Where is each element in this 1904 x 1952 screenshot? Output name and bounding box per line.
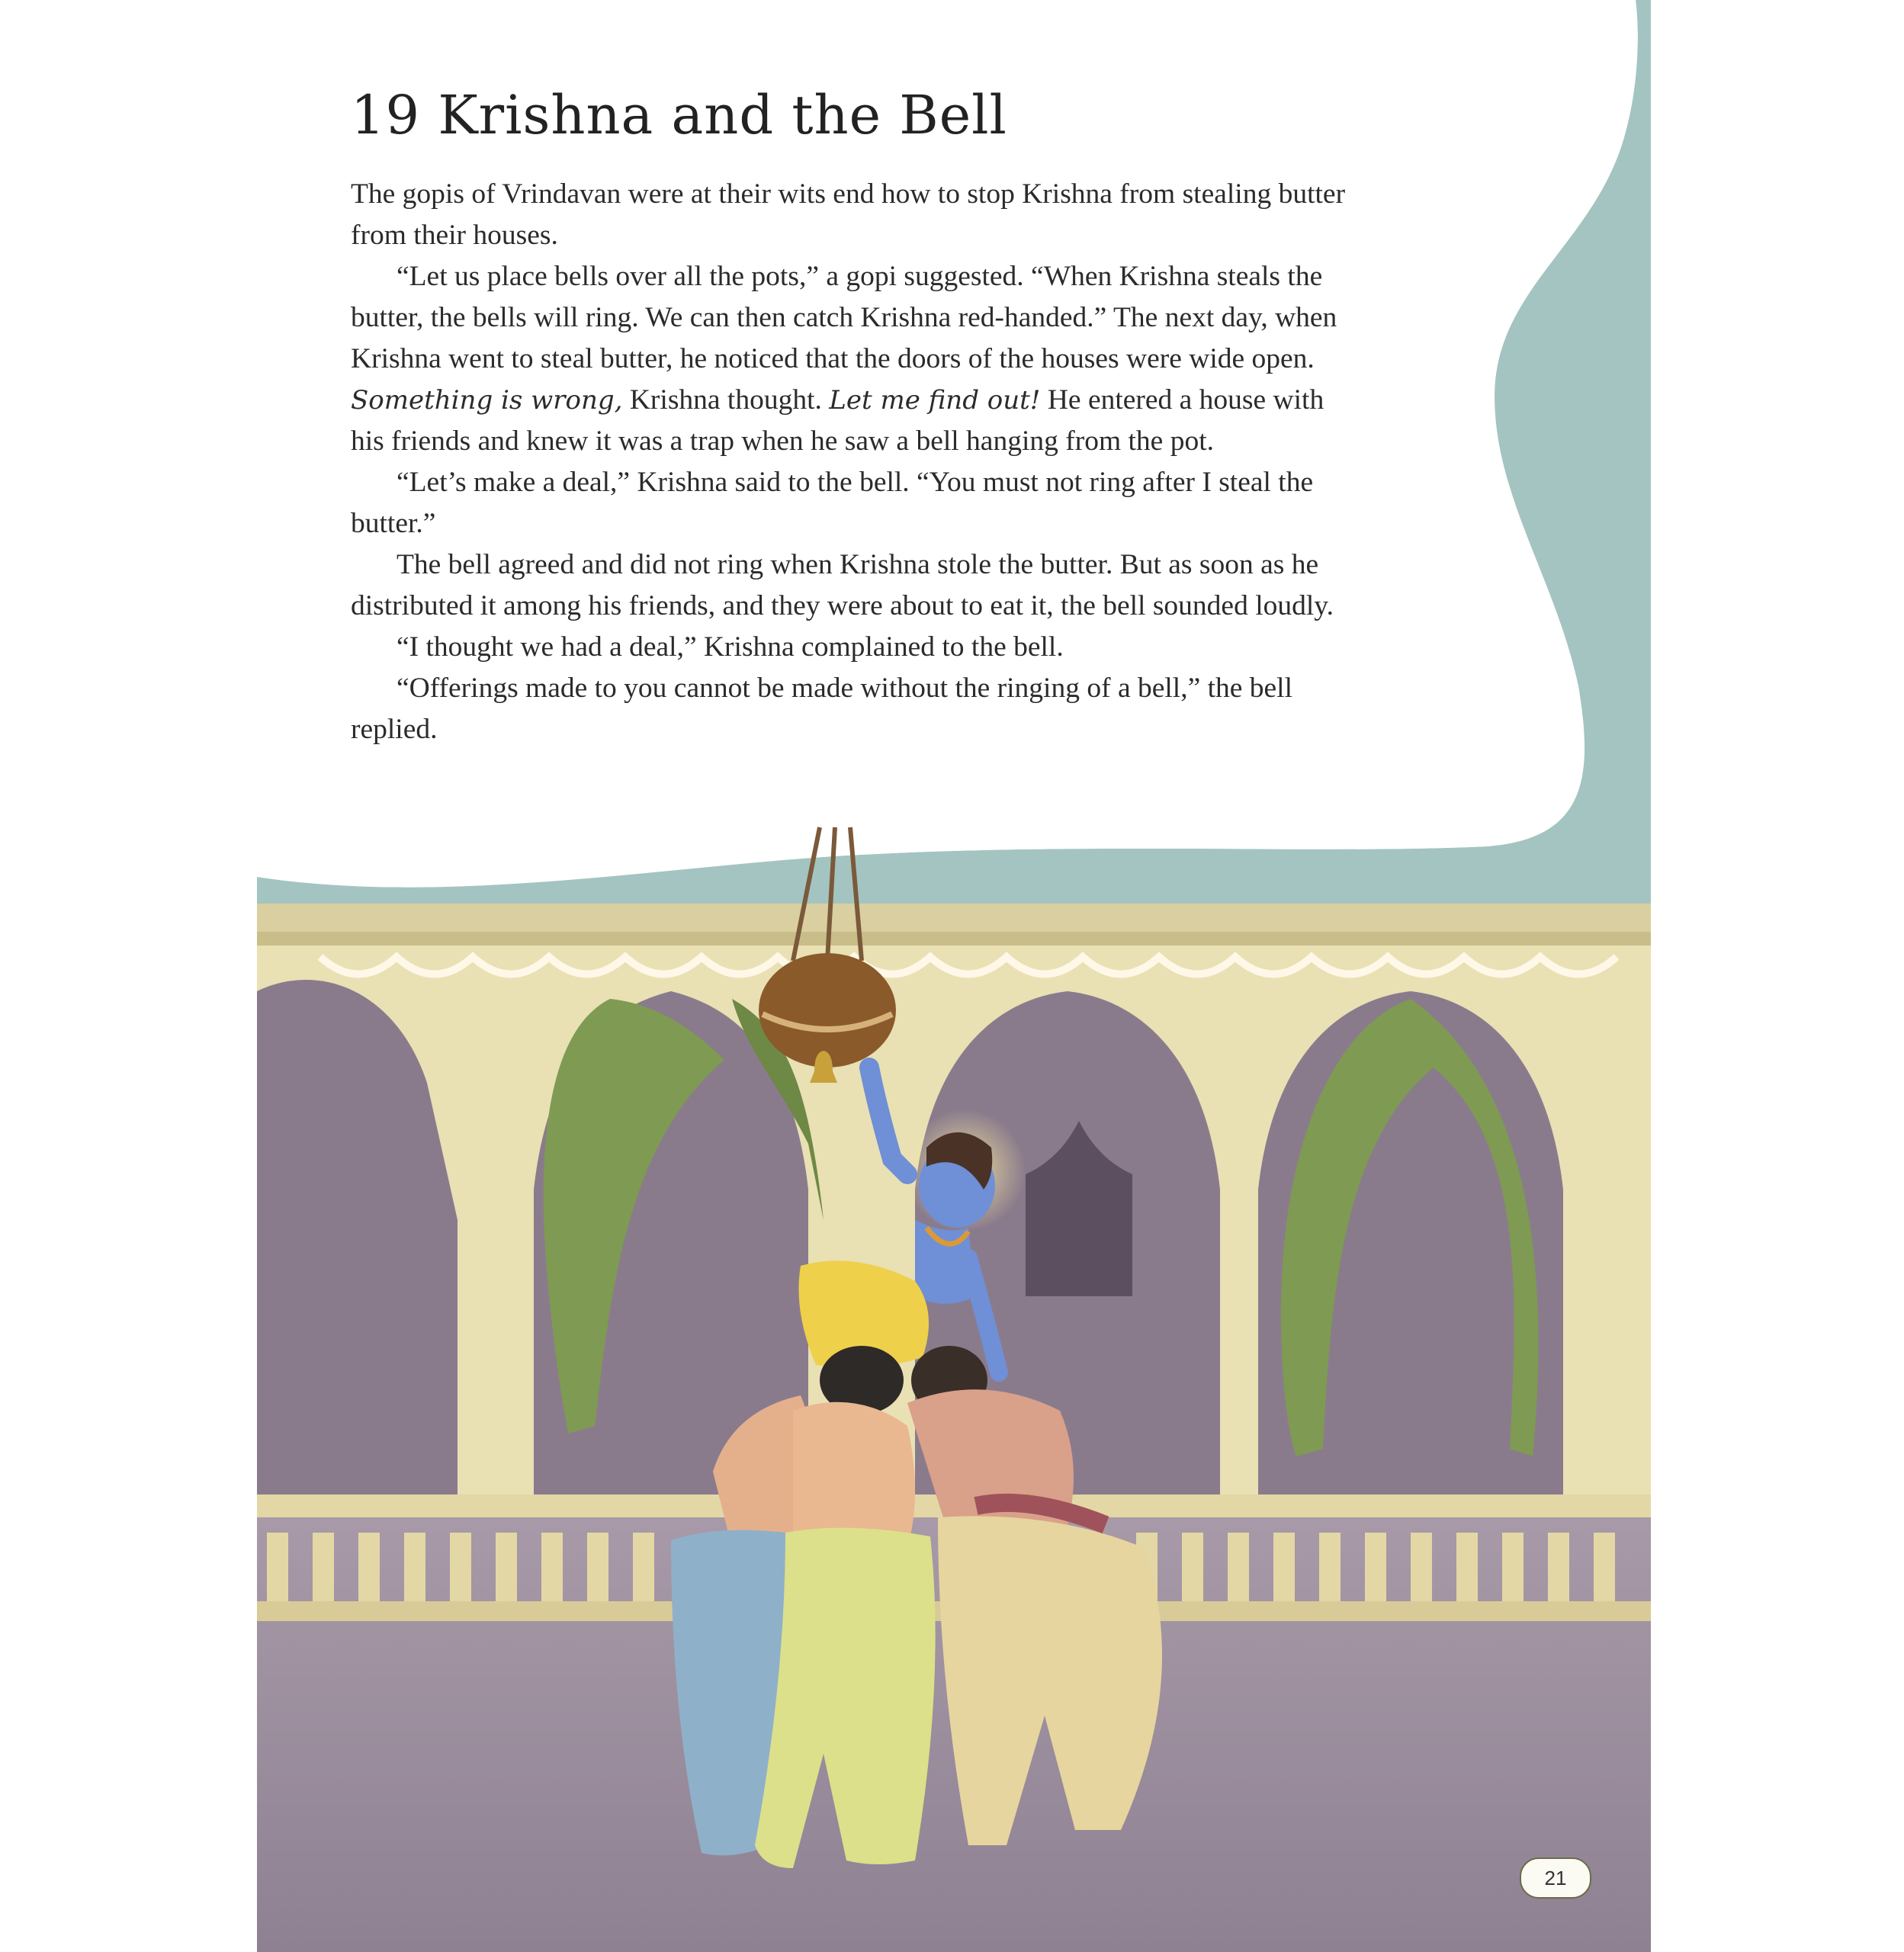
paragraph-6: “Offerings made to you cannot be made without the ringing of a bell,” the bell replied.	[351, 673, 1293, 745]
page-number: 21	[1520, 1857, 1591, 1899]
story-text	[351, 84, 1357, 750]
paragraph-2-italic-a: Something is wrong,	[351, 385, 623, 416]
paragraph-2-text-b: Krishna thought.	[622, 384, 830, 416]
paragraph-2-text-a: “Let us place bells over all the pots,” a gopi suggested. “When Krishna steals the butter, the bells will ring. We can then catch Krishna red-handed.” The next day, when Krishna went to steal butter, he noticed that the doors of the houses were wide open.	[351, 261, 1337, 374]
paragraph-2-italic-b: Let me find out!	[829, 385, 1041, 416]
paragraph-1: The gopis of Vrindavan were at their wits end how to stop Krishna from stealing butter from their houses.	[351, 178, 1346, 251]
paragraph-2-text-c: He entered a house with his friends and knew it was a trap when he saw a bell hanging from the pot.	[351, 384, 1324, 457]
paragraph-3: “Let’s make a deal,” Krishna said to the bell. “You must not ring after I steal the butter.”	[351, 467, 1314, 539]
paragraph-5: “I thought we had a deal,” Krishna complained to the bell.	[397, 631, 1064, 663]
paragraph-4: The bell agreed and did not ring when Krishna stole the butter. But as soon as he distributed it among his friends, and they were about to eat it, the bell sounded loudly.	[351, 549, 1334, 621]
story-title: 19 Krishna and the Bell	[351, 84, 1007, 146]
paragraph-2	[351, 256, 1357, 462]
